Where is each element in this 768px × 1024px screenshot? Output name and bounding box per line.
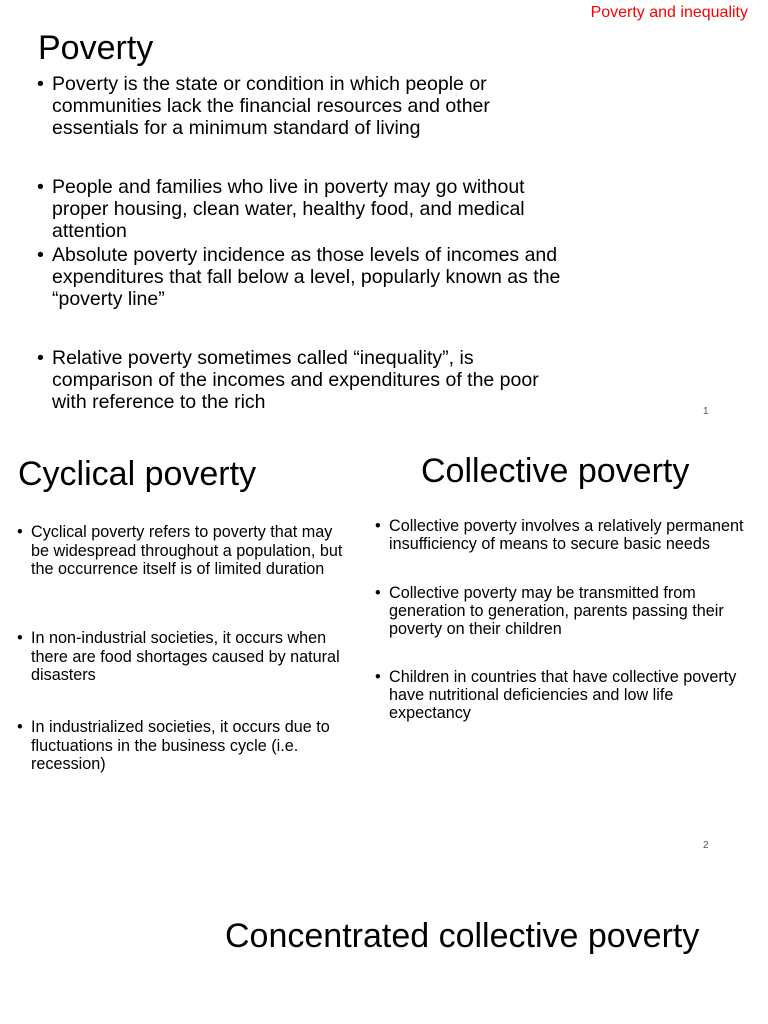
bullet-icon: • <box>375 517 381 535</box>
slide-title-poverty: Poverty <box>38 29 154 67</box>
bullet-icon: • <box>37 244 44 266</box>
bullet-item <box>375 668 759 723</box>
bullet-icon: • <box>375 668 381 686</box>
slide-title-collective-poverty: Collective poverty <box>421 452 690 490</box>
bullet-text: Children in countries that have collective poverty have nutritional deficiencies and low life expectancy <box>389 668 737 723</box>
page-number: 2 <box>703 840 709 851</box>
document-header-title: Poverty and inequality <box>590 4 748 21</box>
bullet-icon: • <box>17 523 23 541</box>
bullet-text: Absolute poverty incidence as those levels of incomes and expenditures that fall below a level, popularly known as the “poverty line” <box>52 244 561 310</box>
bullet-item <box>17 629 351 685</box>
bullet-item <box>37 176 572 242</box>
bullet-text: Collective poverty may be transmitted from generation to generation, parents passing their poverty on their children <box>389 584 724 639</box>
bullet-item <box>17 523 351 579</box>
bullet-icon: • <box>17 629 23 647</box>
bullet-text: People and families who live in poverty may go without proper housing, clean water, healthy food, and medical attention <box>52 176 525 242</box>
page-number: 1 <box>703 406 709 417</box>
bullet-icon: • <box>37 73 44 95</box>
bullet-text: Poverty is the state or condition in which people or communities lack the financial resources and other essentials for a minimum standard of living <box>52 73 490 139</box>
bullet-text: In industrialized societies, it occurs due to fluctuations in the business cycle (i.e. recession) <box>31 718 330 773</box>
bullet-item <box>17 718 351 774</box>
bullet-item <box>375 584 759 639</box>
bullet-icon: • <box>17 718 23 736</box>
bullet-item <box>375 517 759 554</box>
bullet-text: Cyclical poverty refers to poverty that may be widespread throughout a population, but the occurrence itself is of limited duration <box>31 523 343 578</box>
bullet-item <box>37 73 572 139</box>
slide-title-cyclical-poverty: Cyclical poverty <box>18 455 257 493</box>
bullet-text: Collective poverty involves a relatively permanent insufficiency of means to secure basic needs <box>389 517 744 554</box>
bullet-item <box>37 244 572 310</box>
bullet-text: Relative poverty sometimes called “inequality”, is comparison of the incomes and expenditures of the poor with reference to the rich <box>52 347 539 413</box>
bullet-text: In non-industrial societies, it occurs when there are food shortages caused by natural disasters <box>31 629 340 684</box>
slide-title-concentrated-collective-poverty: Concentrated collective poverty <box>225 917 700 955</box>
bullet-icon: • <box>375 584 381 602</box>
bullet-item <box>37 347 572 413</box>
bullet-icon: • <box>37 347 44 369</box>
bullet-icon: • <box>37 176 44 198</box>
